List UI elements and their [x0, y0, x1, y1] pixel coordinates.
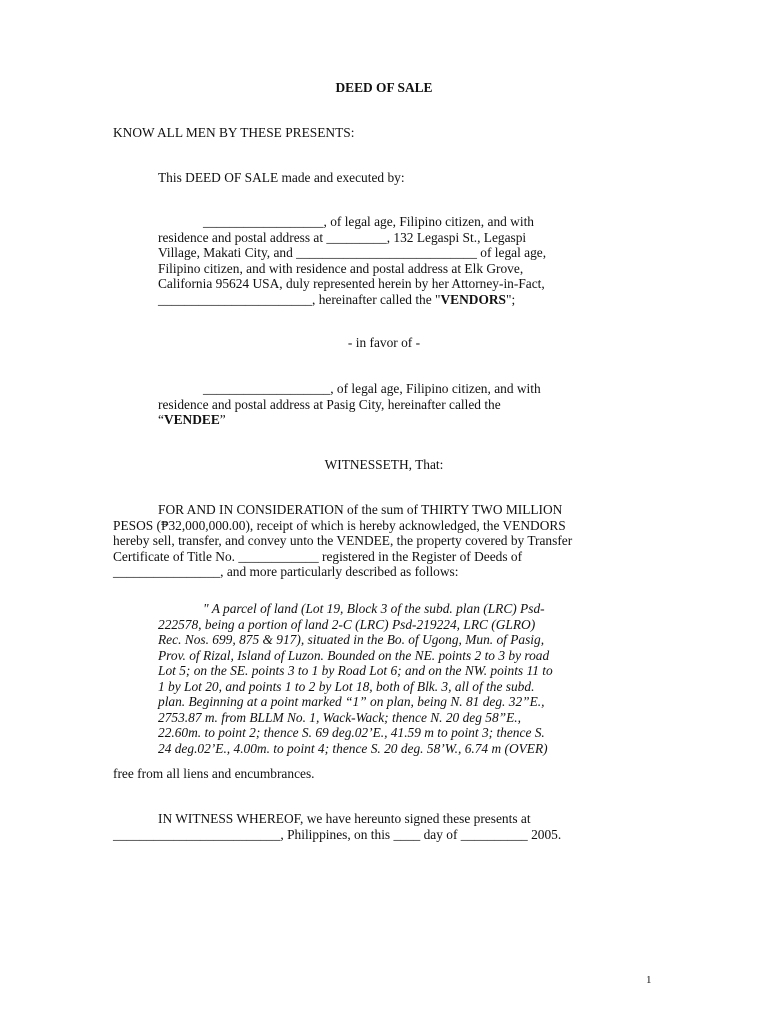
witnesseth-heading: WITNESSETH, That:	[324, 457, 444, 472]
property-description	[158, 601, 610, 756]
description-line-9: 22.60m. to point 2; thence S. 69 deg.02’E., 41.59 m to point 3; thence S.	[158, 725, 545, 740]
description-line-10: 24 deg.02’E., 4.00m. to point 4; thence S. 20 deg. 58’W., 6.74 m (OVER)	[158, 740, 548, 756]
witness-paragraph	[113, 811, 655, 842]
description-line-5: Lot 5; on the SE. points 3 to 1 by Road Lot 6; and on the NW. points 11 to	[158, 663, 553, 678]
vendee-paragraph	[158, 381, 610, 428]
vendee-term: VENDEE	[163, 412, 220, 427]
in-favor-of: - in favor of -	[347, 335, 421, 350]
vendors-line-6-pre: _______________________, hereinafter called the "	[158, 291, 441, 307]
vendors-line-5: California 95624 USA, duly represented herein by her Attorney-in-Fact,	[158, 276, 545, 291]
consideration-line-2: PESOS (₱32,000,000.00), receipt of which is hereby acknowledged, the VENDORS	[113, 517, 566, 533]
vendors-term: VENDORS	[440, 291, 506, 307]
vendee-line-3-post: ”	[219, 412, 226, 427]
preamble: KNOW ALL MEN BY THESE PRESENTS:	[113, 125, 355, 140]
document-title: DEED OF SALE	[335, 80, 433, 95]
vendors-paragraph	[158, 214, 610, 307]
description-line-8: 2753.87 m. from BLLM No. 1, Wack-Wack; thence N. 20 deg 58”E.,	[158, 709, 521, 725]
description-line-4: Prov. of Rizal, Island of Luzon. Bounded on the NE. points 2 to 3 by road	[158, 647, 550, 663]
vendors-line-2: residence and postal address at _________, 132 Legaspi St., Legaspi	[158, 229, 527, 245]
page-number: 1	[646, 974, 652, 986]
vendors-line-4: Filipino citizen, and with residence and postal address at Elk Grove,	[158, 260, 524, 276]
vendee-line-3	[158, 412, 610, 428]
consideration-line-5: ________________, and more particularly described as follows:	[113, 564, 459, 579]
vendee-line-3-pre: “	[158, 412, 164, 427]
description-line-6: 1 by Lot 20, and points 1 to 2 by Lot 18, both of Blk. 3, all of the subd.	[158, 678, 535, 694]
consideration-line-1: FOR AND IN CONSIDERATION of the sum of THIRTY TWO MILLION	[158, 502, 563, 517]
description-line-3: Rec. Nos. 699, 875 & 917), situated in the Bo. of Ugong, Mun. of Pasig,	[158, 632, 545, 647]
description-line-1: " A parcel of land (Lot 19, Block 3 of the subd. plan (LRC) Psd-	[203, 601, 545, 616]
description-line-7: plan. Beginning at a point marked “1” on plan, being N. 81 deg. 32”E.,	[158, 694, 545, 709]
witness-line-1: IN WITNESS WHEREOF, we have hereunto signed these presents at	[158, 811, 531, 826]
vendee-line-1: ___________________, of legal age, Filipino citizen, and with	[203, 381, 541, 396]
consideration-paragraph	[113, 502, 655, 580]
vendors-line-3: Village, Makati City, and ___________________________ of legal age,	[158, 245, 547, 260]
witness-line-2: _________________________, Philippines, on this ____ day of __________ 2005.	[113, 826, 562, 842]
consideration-line-4: Certificate of Title No. ____________ registered in the Register of Deeds of	[113, 548, 523, 564]
vendors-line-6-post: ";	[506, 291, 516, 307]
vendee-line-2: residence and postal address at Pasig City, hereinafter called the	[158, 396, 501, 412]
intro-line: This DEED OF SALE made and executed by:	[158, 170, 405, 185]
consideration-line-3: hereby sell, transfer, and convey unto the VENDEE, the property covered by Transfer	[113, 533, 573, 548]
description-line-2: 222578, being a portion of land 2-C (LRC) Psd-219224, LRC (GLRO)	[158, 616, 536, 632]
vendors-line-6	[158, 292, 610, 308]
free-from-liens: free from all liens and encumbrances.	[113, 766, 315, 781]
vendors-line-1: __________________, of legal age, Filipino citizen, and with	[203, 214, 534, 229]
